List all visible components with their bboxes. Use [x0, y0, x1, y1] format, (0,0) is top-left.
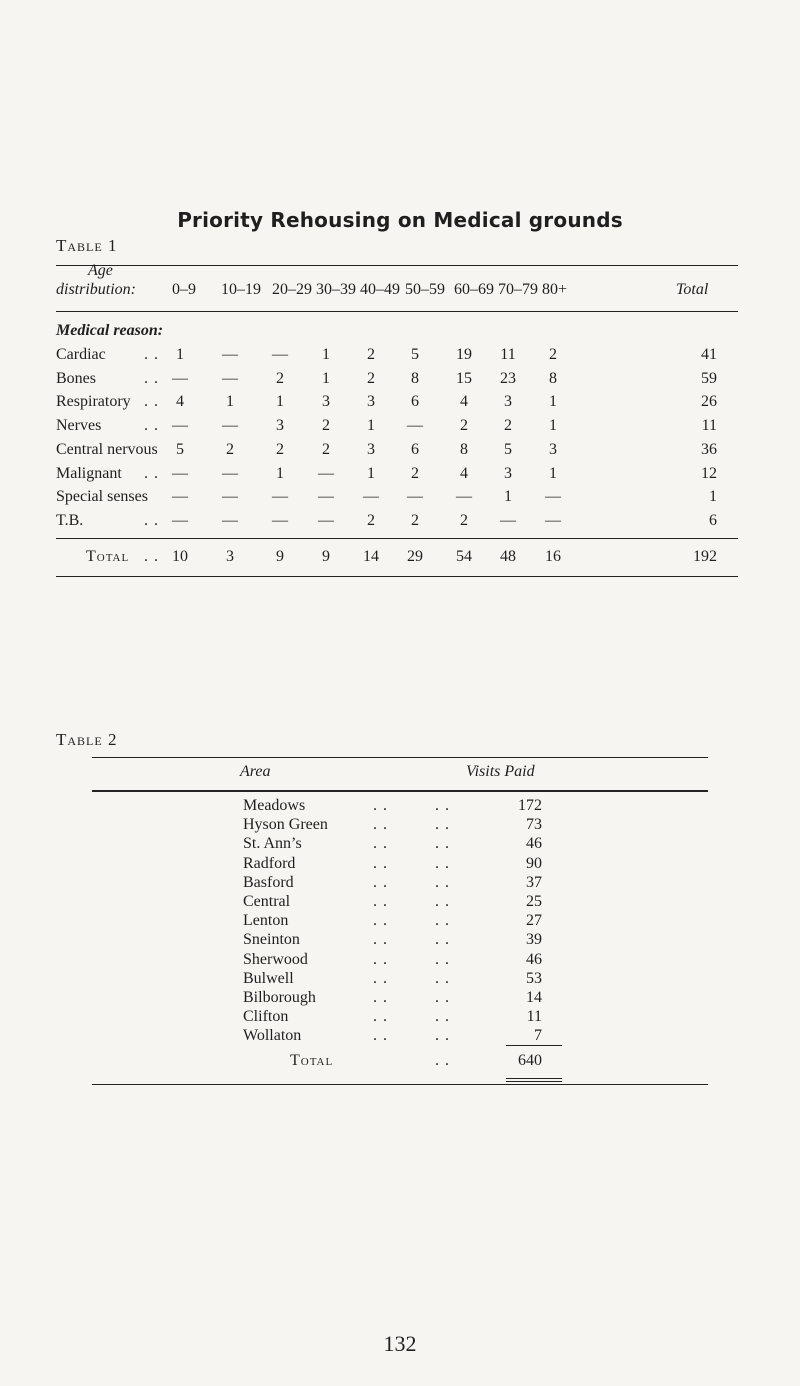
- row-value: —: [318, 464, 334, 482]
- total-row-value: 29: [407, 548, 423, 565]
- age-column-header: 10–19: [221, 281, 261, 298]
- leader-dots: . .: [144, 393, 159, 411]
- area-header: Area: [240, 763, 271, 780]
- area-name: Sherwood: [243, 950, 308, 968]
- row-value: —: [272, 488, 288, 506]
- leader-dots: . .: [435, 969, 450, 987]
- leader-dots: . .: [435, 931, 450, 949]
- row-value: 3: [504, 393, 512, 411]
- age-header-line-2: distribution:: [56, 281, 137, 298]
- total-row-value: 48: [500, 548, 516, 565]
- table-1-label: Table 1: [56, 236, 118, 255]
- row-value: 3: [549, 440, 557, 458]
- row-value: —: [318, 511, 334, 529]
- row-label: Bones: [56, 369, 96, 387]
- age-header-line-1: Age: [88, 262, 113, 279]
- leader-dots: . .: [435, 1027, 450, 1045]
- total-row-value: 3: [226, 548, 234, 565]
- leader-dots: . .: [144, 511, 159, 529]
- total-row-label: Total: [86, 548, 130, 565]
- area-name: Bilborough: [243, 989, 316, 1006]
- row-value: 23: [500, 369, 516, 387]
- row-value: 1: [549, 417, 557, 435]
- row-value: 2: [322, 417, 330, 435]
- row-value: —: [500, 511, 516, 529]
- row-value: 2: [411, 464, 419, 482]
- total-row-value: 9: [322, 548, 330, 565]
- leader-dots: . .: [373, 931, 388, 949]
- row-value: —: [272, 511, 288, 529]
- row-value: 4: [460, 464, 468, 482]
- row-value: 1: [226, 393, 234, 411]
- leader-dots: . .: [373, 873, 388, 891]
- age-column-header: 80+: [542, 281, 568, 298]
- leader-dots: . .: [144, 346, 159, 363]
- medical-reason-label: Medical reason:: [56, 322, 164, 339]
- row-value: 6: [411, 393, 419, 411]
- leader-dots: . .: [435, 854, 450, 872]
- leader-dots: . .: [144, 464, 159, 482]
- age-column-header: 70–79: [498, 281, 538, 298]
- area-name: St. Ann’s: [243, 835, 302, 853]
- row-total: 41: [701, 346, 717, 363]
- leader-dots: . .: [373, 835, 388, 853]
- visits-value: 53: [526, 969, 542, 987]
- row-value: —: [363, 488, 379, 506]
- row-total: 26: [701, 393, 717, 411]
- area-name: Central: [243, 893, 291, 910]
- table-2-header-rule: [92, 790, 708, 792]
- row-value: —: [222, 417, 238, 435]
- row-label: Nerves: [56, 417, 102, 435]
- leader-dots: . .: [435, 1052, 450, 1069]
- row-label: Malignant: [56, 464, 122, 482]
- row-value: 2: [549, 346, 557, 363]
- grand-total: 192: [693, 548, 717, 565]
- leader-dots: . .: [373, 816, 388, 834]
- leader-dots: . .: [435, 950, 450, 968]
- area-name: Sneinton: [243, 931, 300, 949]
- row-value: —: [318, 488, 334, 506]
- row-value: 3: [367, 393, 375, 411]
- row-value: 3: [322, 393, 330, 411]
- row-value: 2: [460, 511, 468, 529]
- age-column-header: 0–9: [172, 281, 196, 298]
- leader-dots: . .: [435, 816, 450, 834]
- row-value: 5: [504, 440, 512, 458]
- table-1-total-top-rule: [56, 538, 738, 539]
- leader-dots: . .: [373, 912, 388, 930]
- row-value: —: [407, 488, 423, 506]
- leader-dots: . .: [373, 950, 388, 968]
- leader-dots: . .: [435, 835, 450, 853]
- row-value: 1: [276, 393, 284, 411]
- row-value: 5: [411, 346, 419, 363]
- row-value: —: [222, 511, 238, 529]
- total-label: Total: [290, 1052, 334, 1069]
- row-value: 3: [367, 440, 375, 458]
- age-column-header: 60–69: [454, 281, 494, 298]
- row-value: 4: [176, 393, 184, 411]
- row-value: 6: [411, 440, 419, 458]
- row-value: —: [545, 511, 561, 529]
- table-2-label: Table 2: [56, 730, 118, 749]
- visits-value: 90: [526, 854, 542, 872]
- row-value: —: [222, 369, 238, 387]
- leader-dots: . .: [435, 797, 450, 814]
- row-value: —: [407, 417, 423, 435]
- visits-value: 46: [526, 950, 542, 968]
- page-number: 132: [383, 1331, 417, 1356]
- visits-paid-header: Visits Paid: [466, 763, 535, 780]
- row-value: —: [172, 511, 188, 529]
- visits-value: 7: [534, 1027, 542, 1045]
- row-value: 2: [460, 417, 468, 435]
- row-label: Cardiac: [56, 346, 106, 363]
- total-row-value: 54: [456, 548, 472, 565]
- row-value: 1: [176, 346, 184, 363]
- leader-dots: . .: [435, 989, 450, 1006]
- table-1-top-rule: [56, 265, 738, 266]
- row-value: 4: [460, 393, 468, 411]
- table-2-bottom-rule: [92, 1084, 708, 1085]
- leader-dots: . .: [373, 969, 388, 987]
- total-column-header: Total: [676, 281, 709, 298]
- area-name: Radford: [243, 854, 296, 872]
- row-total: 12: [701, 464, 717, 482]
- row-value: —: [222, 488, 238, 506]
- visits-value: 37: [526, 873, 542, 891]
- table-1-bottom-rule: [56, 576, 738, 577]
- row-value: 1: [549, 464, 557, 482]
- row-value: —: [172, 488, 188, 506]
- row-value: 1: [367, 417, 375, 435]
- table-1-header-rule: [56, 311, 738, 312]
- leader-dots: . .: [373, 989, 388, 1006]
- visits-value: 11: [526, 1008, 542, 1026]
- total-visits: 640: [518, 1052, 542, 1069]
- row-value: 1: [276, 464, 284, 482]
- leader-dots: . .: [144, 417, 159, 435]
- row-value: —: [456, 488, 472, 506]
- leader-dots: . .: [373, 854, 388, 872]
- leader-dots: . .: [435, 1008, 450, 1026]
- row-value: 2: [276, 369, 284, 387]
- row-value: 15: [456, 369, 472, 387]
- leader-dots: . .: [435, 912, 450, 930]
- row-value: —: [272, 346, 288, 363]
- leader-dots: . .: [144, 548, 159, 565]
- row-value: 2: [504, 417, 512, 435]
- row-total: 6: [709, 511, 717, 529]
- row-total: 59: [701, 369, 717, 387]
- row-value: 2: [411, 511, 419, 529]
- visits-value: 25: [526, 893, 542, 910]
- row-value: 1: [549, 393, 557, 411]
- row-total: 36: [701, 440, 717, 458]
- row-value: 3: [504, 464, 512, 482]
- age-column-header: 50–59: [405, 281, 445, 298]
- visits-value: 27: [526, 912, 542, 930]
- leader-dots: . .: [373, 893, 388, 910]
- row-label: T.B.: [56, 511, 84, 529]
- area-name: Wollaton: [243, 1027, 302, 1045]
- area-name: Basford: [243, 873, 294, 891]
- total-row-value: 9: [276, 548, 284, 565]
- row-value: 8: [549, 369, 557, 387]
- leader-dots: . .: [435, 873, 450, 891]
- row-value: 19: [456, 346, 472, 363]
- row-value: 2: [322, 440, 330, 458]
- area-name: Lenton: [243, 912, 289, 930]
- row-value: 2: [367, 346, 375, 363]
- row-label: Central nervous: [56, 440, 158, 458]
- row-value: 2: [226, 440, 234, 458]
- row-value: 2: [276, 440, 284, 458]
- area-name: Bulwell: [243, 969, 294, 987]
- area-name: Meadows: [243, 797, 306, 814]
- leader-dots: . .: [373, 797, 388, 814]
- row-value: 1: [367, 464, 375, 482]
- row-label: Special senses: [56, 488, 148, 506]
- total-double-rule-bottom: [506, 1081, 562, 1082]
- row-value: —: [222, 346, 238, 363]
- row-value: 2: [367, 369, 375, 387]
- total-double-rule-top: [506, 1078, 562, 1079]
- total-separator-rule: [506, 1045, 562, 1046]
- row-value: 8: [460, 440, 468, 458]
- row-value: 11: [500, 346, 516, 363]
- row-value: 1: [322, 346, 330, 363]
- row-value: 1: [322, 369, 330, 387]
- leader-dots: . .: [373, 1027, 388, 1045]
- visits-value: 46: [526, 835, 542, 853]
- total-row-value: 14: [363, 548, 379, 565]
- area-name: Hyson Green: [243, 816, 328, 834]
- visits-value: 39: [526, 931, 542, 949]
- row-value: —: [545, 488, 561, 506]
- row-value: 5: [176, 440, 184, 458]
- visits-value: 172: [518, 797, 542, 814]
- leader-dots: . .: [373, 1008, 388, 1026]
- page-title: Priority Rehousing on Medical grounds: [177, 208, 623, 232]
- visits-value: 14: [526, 989, 542, 1006]
- age-column-header: 40–49: [360, 281, 400, 298]
- age-column-header: 30–39: [316, 281, 356, 298]
- area-name: Clifton: [243, 1008, 289, 1026]
- leader-dots: . .: [144, 369, 159, 387]
- total-row-value: 10: [172, 548, 188, 565]
- row-value: 3: [276, 417, 284, 435]
- leader-dots: . .: [435, 893, 450, 910]
- row-value: —: [172, 369, 188, 387]
- age-column-header: 20–29: [272, 281, 312, 298]
- total-row-value: 16: [545, 548, 561, 565]
- row-total: 1: [709, 488, 717, 506]
- row-value: 8: [411, 369, 419, 387]
- row-label: Respiratory: [56, 393, 131, 411]
- row-value: —: [172, 417, 188, 435]
- row-total: 11: [701, 417, 717, 435]
- row-value: 2: [367, 511, 375, 529]
- row-value: —: [222, 464, 238, 482]
- table-2-top-rule: [92, 757, 708, 758]
- row-value: —: [172, 464, 188, 482]
- visits-value: 73: [526, 816, 542, 834]
- row-value: 1: [504, 488, 512, 506]
